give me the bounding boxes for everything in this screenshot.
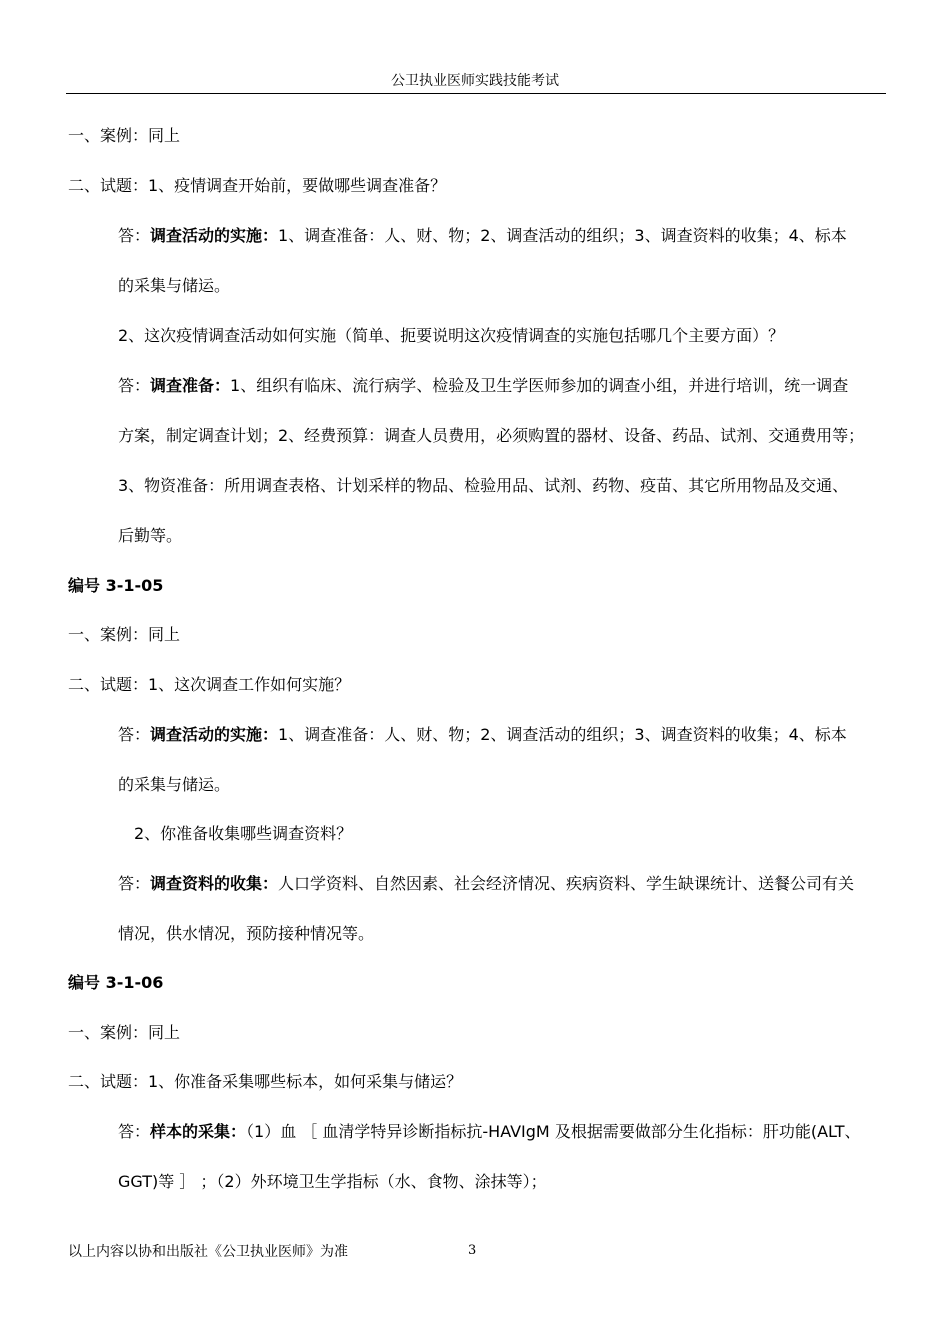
question-line: [134, 822, 352, 846]
footer-note: 以上内容以协和出版社《公卫执业医师》为准: [68, 1244, 348, 1260]
section-heading: [68, 574, 163, 598]
answer-line: [118, 872, 854, 896]
answer-label: 调查资料的收集：: [150, 874, 279, 893]
header-divider: [66, 93, 886, 94]
case-line: [68, 124, 180, 148]
question-line: [68, 174, 446, 198]
answer-line: [118, 1120, 861, 1144]
continuation-line: [118, 474, 848, 498]
text: 情况，供水情况，预防接种情况等。: [118, 924, 375, 943]
answer-text: 1、组织有临床、流行病学、检验及卫生学医师参加的调查小组，并进行培训，统一调查: [230, 376, 849, 395]
continuation-line: [118, 1170, 547, 1194]
text: 二、试题：1、你准备采集哪些标本，如何采集与储运？: [68, 1072, 463, 1091]
answer-prefix: 答：: [118, 725, 151, 744]
question-line: [68, 1070, 462, 1094]
text: 一、案例：同上: [68, 625, 181, 644]
answer-label: 调查活动的实施：: [150, 725, 279, 744]
answer-label: 样本的采集：: [150, 1122, 247, 1141]
header-title: 公卫执业医师实践技能考试: [391, 73, 559, 89]
answer-label: 调查活动的实施：: [150, 226, 279, 245]
text: 2、你准备收集哪些调查资料？: [134, 824, 353, 843]
question-line: [68, 673, 350, 697]
question-line: [118, 324, 784, 348]
continuation-line: [118, 922, 374, 946]
answer-text: 1、调查准备：人、财、物；2、调查活动的组织；3、调查资料的收集；4、标本: [278, 226, 847, 245]
text: 2、这次疫情调查活动如何实施（简单、扼要说明这次疫情调查的实施包括哪几个主要方面）？: [118, 326, 785, 345]
text: 一、案例：同上: [68, 126, 181, 145]
heading-text: 编号 3-1-05: [68, 576, 164, 595]
case-line: [68, 623, 180, 647]
answer-prefix: 答：: [118, 1122, 151, 1141]
text: 二、试题：1、疫情调查开始前，要做哪些调查准备？: [68, 176, 447, 195]
heading-text: 编号 3-1-06: [68, 973, 164, 992]
case-line: [68, 1021, 180, 1045]
answer-prefix: 答：: [118, 376, 151, 395]
text: 二、试题：1、这次调查工作如何实施？: [68, 675, 351, 694]
answer-prefix: 答：: [118, 226, 151, 245]
answer-label: 调查准备：: [150, 376, 231, 395]
section-heading: [68, 971, 163, 995]
continuation-line: [118, 524, 182, 548]
text: 3、物资准备：所用调查表格、计划采样的物品、检验用品、试剂、药物、疫苗、其它所用物品及交通、: [118, 476, 849, 495]
answer-prefix: 答：: [118, 874, 151, 893]
continuation-line: [118, 274, 230, 298]
continuation-line: [118, 773, 230, 797]
text: 方案，制定调查计划；2、经费预算：调查人员费用，必须购置的器材、设备、药品、试剂、交通费用等；: [118, 426, 865, 445]
answer-line: [118, 374, 848, 398]
answer-text: 1、调查准备：人、财、物；2、调查活动的组织；3、调查资料的收集；4、标本: [278, 725, 847, 744]
answer-text: 人口学资料、自然因素、社会经济情况、疾病资料、学生缺课统计、送餐公司有关: [278, 874, 855, 893]
page-number: 3: [468, 1243, 477, 1258]
continuation-line: [118, 424, 864, 448]
text: 一、案例：同上: [68, 1023, 181, 1042]
text: 的采集与储运。: [118, 276, 231, 295]
text: 的采集与储运。: [118, 775, 231, 794]
answer-text: （1）血 ［ 血清学特异诊断指标抗-HAVIgM 及根据需要做部分生化指标：肝功能(ALT、: [246, 1122, 861, 1141]
text: 后勤等。: [118, 526, 183, 545]
text: GGT)等 ］ ；（2）外环境卫生学指标（水、食物、涂抹等）；: [118, 1172, 547, 1191]
answer-line: [118, 723, 847, 747]
answer-line: [118, 224, 847, 248]
